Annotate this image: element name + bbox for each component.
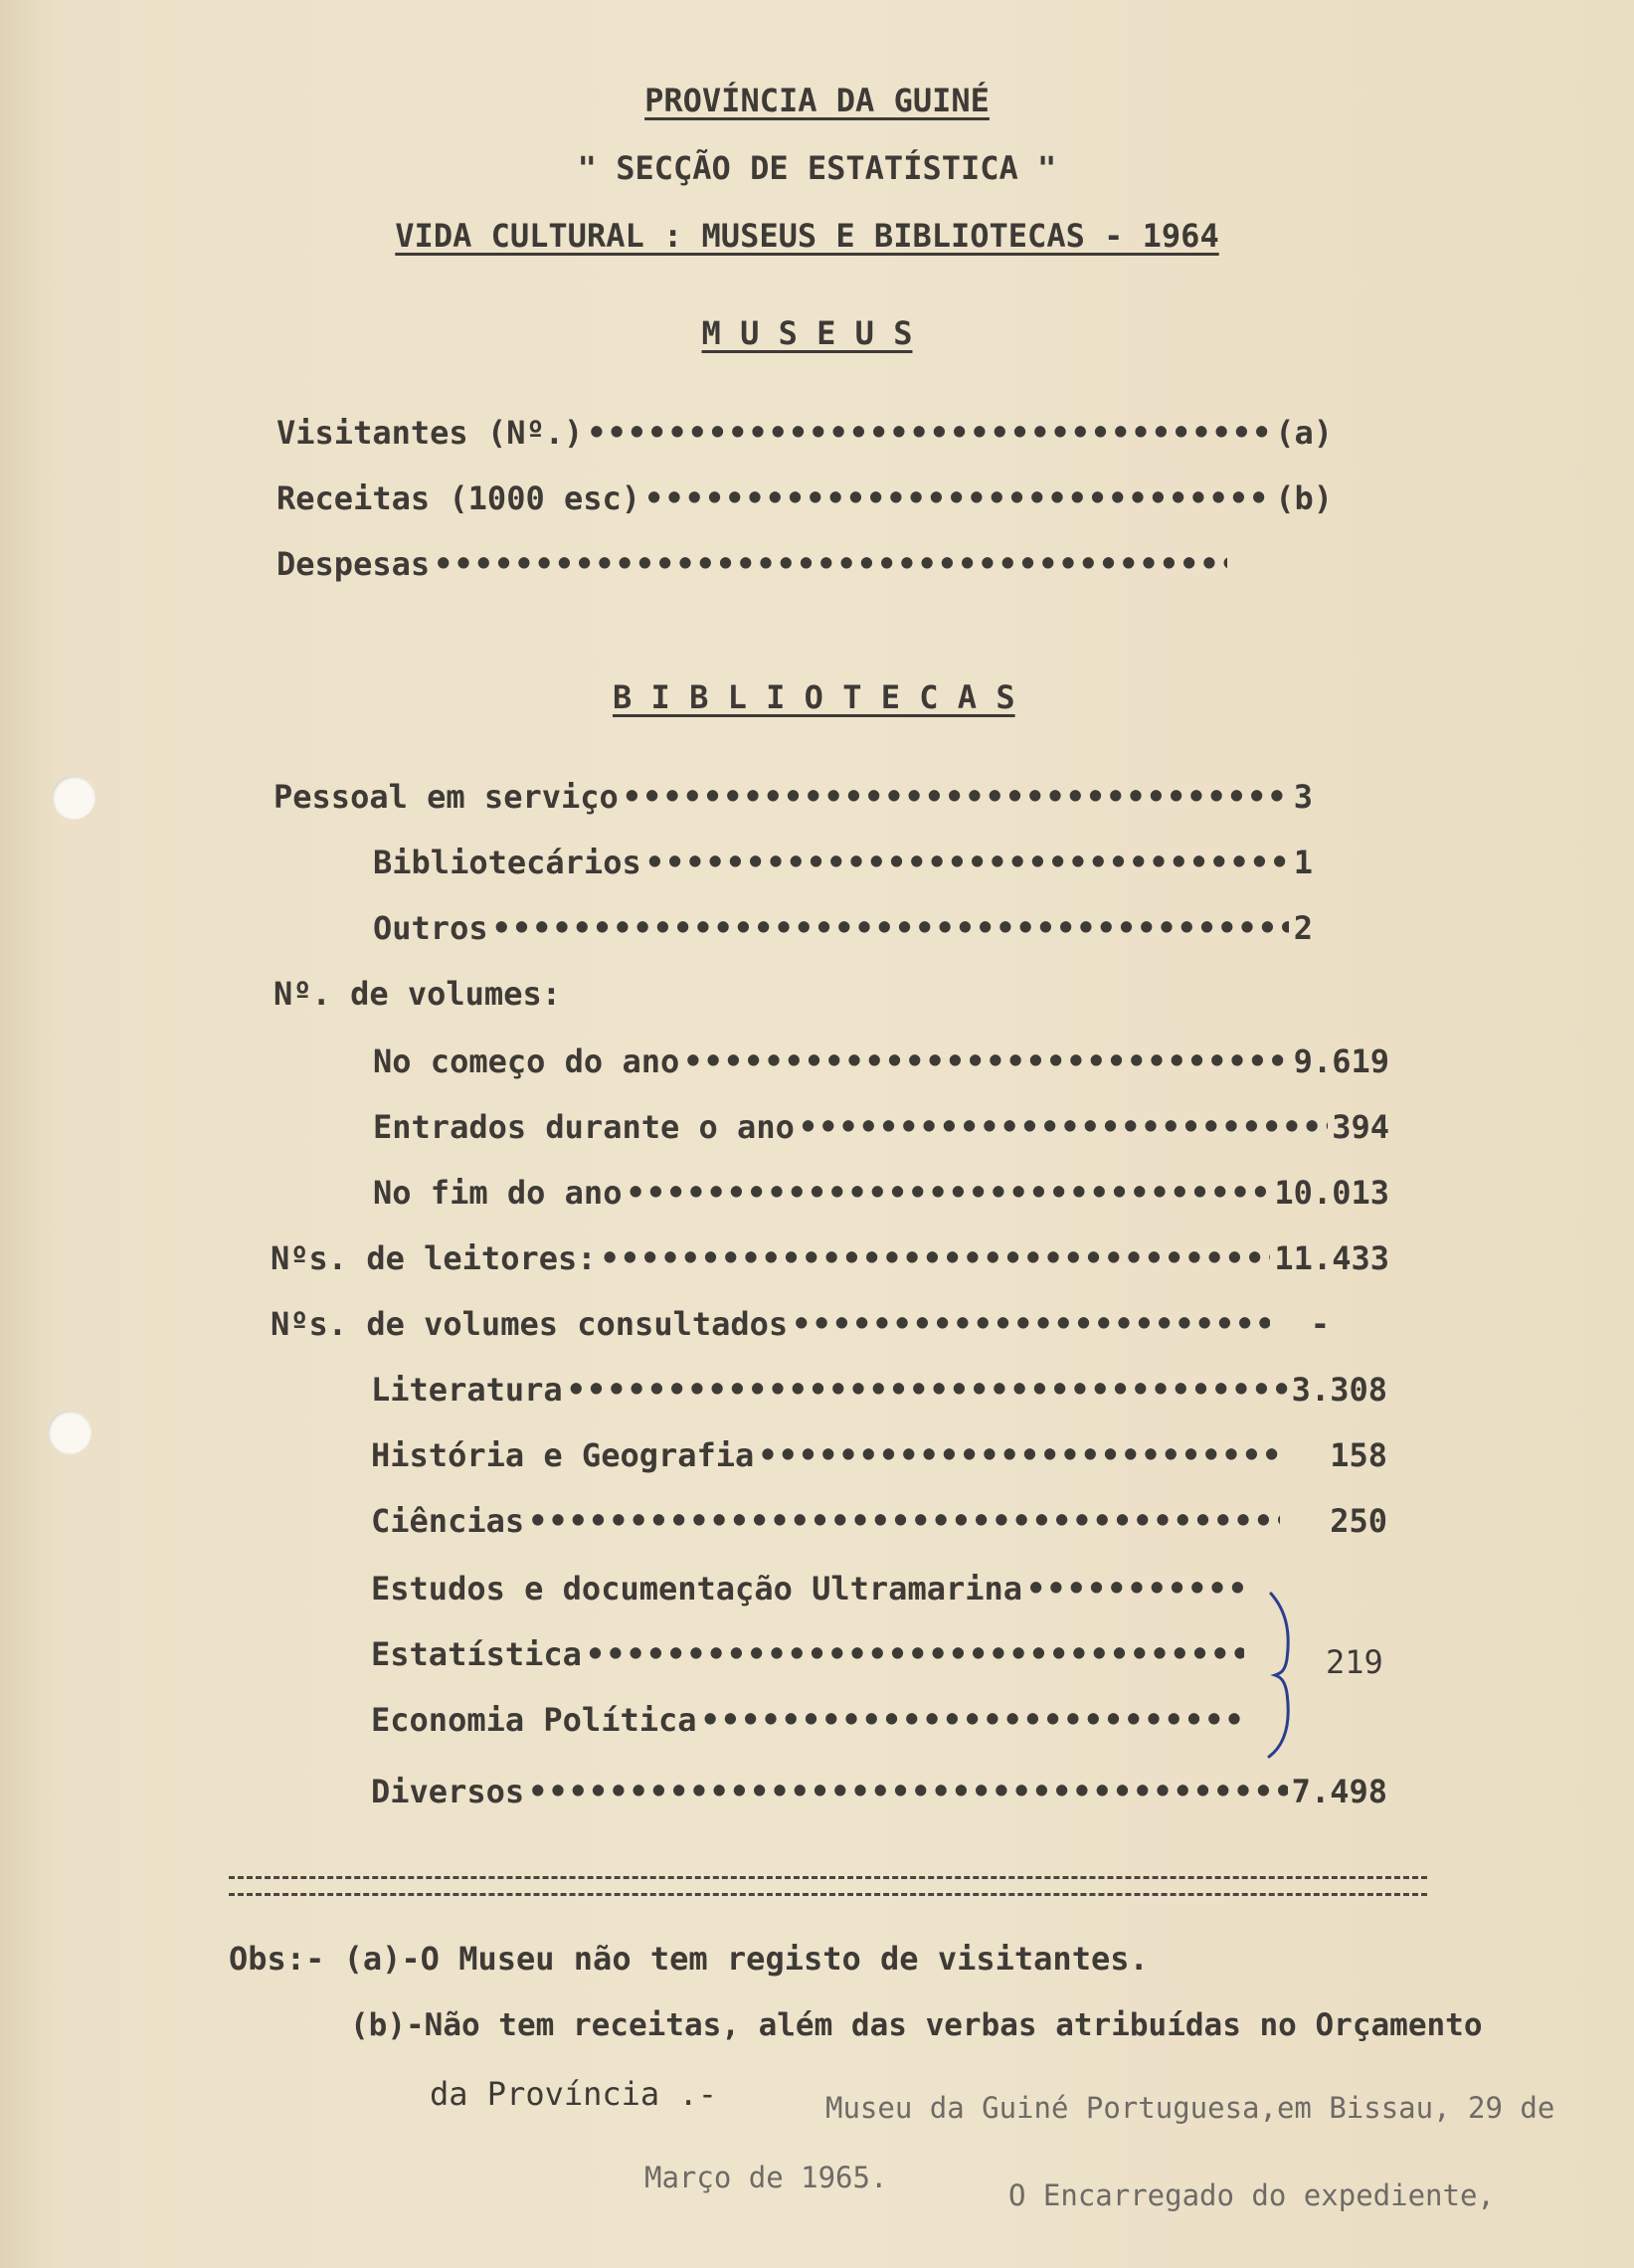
leader-dots — [701, 1701, 1244, 1739]
row-label: Nº. de volumes: — [273, 975, 561, 1013]
biblio-row-entrados — [373, 1108, 1389, 1152]
row-value: 9.619 — [1293, 1042, 1389, 1080]
leader-dots — [528, 1773, 1288, 1810]
row-value: 1 — [1293, 844, 1313, 881]
biblio-row-estudos — [371, 1570, 1268, 1613]
leader-dots — [623, 778, 1289, 816]
row-value: 3 — [1293, 778, 1313, 816]
biblio-row-outros — [373, 909, 1313, 953]
biblio-row-pessoal — [273, 778, 1313, 822]
place-date-line-1: Museu da Guiné Portuguesa,em Bissau, 29 de — [825, 2091, 1555, 2125]
punch-hole-top — [52, 776, 95, 820]
row-label: Economia Política — [371, 1701, 697, 1739]
biblio-row-consultados — [271, 1305, 1330, 1349]
document-title: VIDA CULTURAL : MUSEUS E BIBLIOTECAS - 1964 — [395, 217, 1219, 255]
handwritten-brace — [1263, 1590, 1303, 1761]
biblio-row-estatistica — [371, 1635, 1268, 1679]
leader-dots — [1026, 1570, 1244, 1607]
row-label: Pessoal em serviço — [273, 778, 619, 816]
row-value: 2 — [1293, 909, 1313, 947]
leader-dots — [434, 545, 1227, 583]
row-label: Despesas — [276, 545, 431, 583]
row-label: Estudos e documentação Ultramarina — [371, 1570, 1023, 1607]
biblio-row-fim — [373, 1174, 1389, 1218]
row-value: 11.433 — [1274, 1239, 1389, 1277]
row-label: Visitantes (Nº.) — [276, 414, 584, 452]
province-title: PROVÍNCIA DA GUINÉ — [644, 82, 990, 119]
row-value: (b) — [1275, 479, 1333, 517]
row-value: 3.308 — [1291, 1371, 1387, 1409]
row-value: 158 — [1330, 1436, 1387, 1474]
place-date-line-2: Março de 1965. — [644, 2161, 888, 2194]
biblio-row-volumes — [273, 975, 870, 1019]
row-label: No fim do ano — [373, 1174, 623, 1212]
row-value: 394 — [1332, 1108, 1389, 1146]
museus-row-visitantes — [276, 414, 1333, 458]
obs-line-1: Obs:- (a)-O Museu não tem registo de visitantes. — [229, 1940, 1149, 1978]
leader-dots — [587, 414, 1271, 452]
biblio-row-diversos — [371, 1773, 1387, 1816]
obs-line-3: da Província .- — [430, 2075, 717, 2113]
row-label: Nºs. de leitores: — [271, 1239, 597, 1277]
punch-hole-bottom — [48, 1411, 91, 1454]
row-label: No começo do ano — [373, 1042, 680, 1080]
biblio-row-literatura — [371, 1371, 1387, 1415]
row-value: (a) — [1275, 414, 1333, 452]
row-label: Outros — [373, 909, 488, 947]
signatory: O Encarregado do expediente, — [1008, 2178, 1495, 2212]
leader-dots — [528, 1502, 1280, 1540]
bibliotecas-heading: B I B L I O T E C A S — [613, 678, 1015, 716]
leader-dots — [492, 909, 1289, 947]
row-label: História e Geografia — [371, 1436, 755, 1474]
biblio-row-historia — [371, 1436, 1387, 1480]
museus-heading: M U S E U S — [701, 314, 913, 352]
row-label: Estatística — [371, 1635, 582, 1673]
leader-dots — [586, 1635, 1244, 1673]
row-label: Receitas (1000 esc) — [276, 479, 641, 517]
row-label: Nºs. de volumes consultados — [271, 1305, 789, 1343]
row-label: Diversos — [371, 1773, 525, 1810]
biblio-row-bibliotecarios — [373, 844, 1313, 887]
biblio-row-comeco — [373, 1042, 1389, 1086]
separator-rule — [229, 1876, 1427, 1896]
leader-dots — [683, 1042, 1289, 1080]
museus-row-receitas — [276, 479, 1333, 523]
biblio-row-leitores — [271, 1239, 1389, 1283]
leader-dots — [567, 1371, 1288, 1409]
biblio-row-economia — [371, 1701, 1268, 1745]
obs-line-2: (b)-Não tem receitas, além das verbas atribuídas no Orçamento — [350, 2007, 1483, 2043]
leader-dots — [758, 1436, 1280, 1474]
row-value: 7.498 — [1291, 1773, 1387, 1810]
row-label: Entrados durante o ano — [373, 1108, 795, 1146]
section-title: " SECÇÃO DE ESTATÍSTICA " — [577, 149, 1057, 187]
biblio-row-ciencias — [371, 1502, 1387, 1546]
row-value: - — [1310, 1305, 1330, 1343]
row-value: 250 — [1330, 1502, 1387, 1540]
leader-dots — [792, 1305, 1270, 1343]
leader-dots — [601, 1239, 1271, 1277]
grouped-value: 219 — [1326, 1643, 1383, 1681]
row-label: Literatura — [371, 1371, 563, 1409]
leader-dots — [626, 1174, 1270, 1212]
row-value: 10.013 — [1274, 1174, 1389, 1212]
leader-dots — [644, 479, 1271, 517]
leader-dots — [799, 1108, 1328, 1146]
row-label: Bibliotecários — [373, 844, 641, 881]
row-label: Ciências — [371, 1502, 525, 1540]
leader-dots — [645, 844, 1289, 881]
museus-row-despesas — [276, 545, 1251, 589]
